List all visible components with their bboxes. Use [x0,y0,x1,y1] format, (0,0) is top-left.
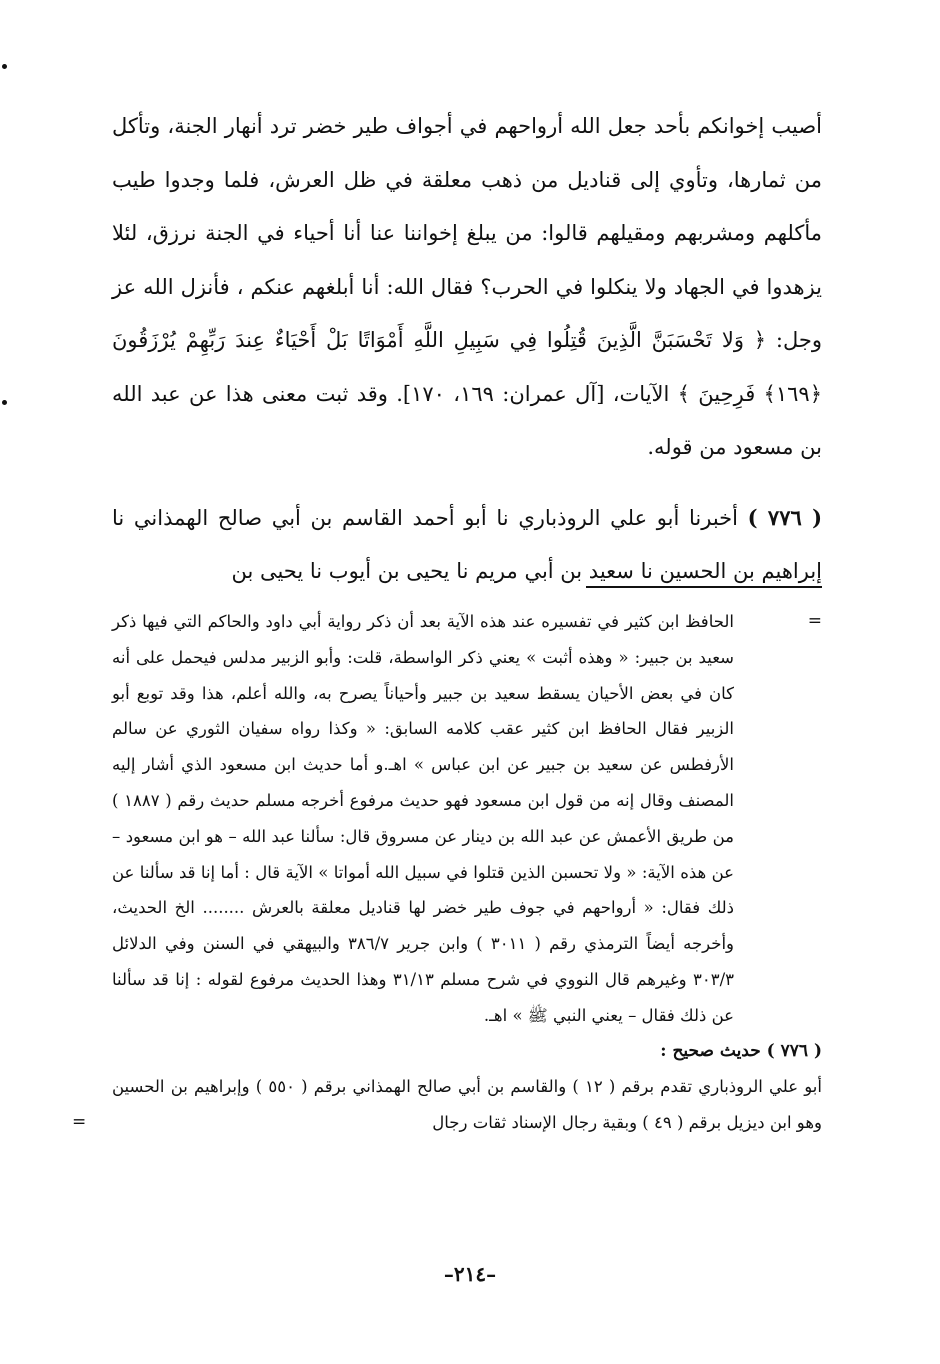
hadith-number: ( ٧٧٦ ) [747,504,823,530]
footnote-divider [586,586,822,588]
continuation-mark: = [807,611,822,631]
footnote-text-1: الحافظ ابن كثير في تفسيره عند هذه الآية بعد أن ذكر رواية أبي داود والحاكم التي فيها ذكر سعيد بن جبير: « وهذه أثبت » يعني ذكر الواسطة، قلت: وأبو الزبير مدلس فيحمل على أنه كان في بعض الأحيان يسقط سعيد بن جبير وأحياناً يصرح به، والله أعلم، هذا وقد توبع أبو الزبير فقال الحافظ ابن كثير عقب كلامه السابق: « وكذا رواه سفيان الثوري عن سالم الأرفطس عن سعيد بن جبير عن ابن عباس » اهـ.و أما حديث ابن مسعود الذي أشار إليه المصنف وقال إنه من قول ابن مسعود فهو حديث مرفوع أخرجه مسلم حديث رقم ( ١٨٨٧ ) من طريق الأعمش عن عبد الله بن دينار عن مسروق قال: سألنا عبد الله – هو ابن مسعود – عن هذه الآية: « ولا تحسبن الذين قتلوا في سبيل الله أمواتا » الآية قال : أما إنا قد سألنا عن ذلك فقال: « أرواحهم في جوف طير خضر لها قناديل معلقة بالعرش ........ الخ الحديث، وأخرجه أيضاً الترمذي رقم ( ٣٠١١ ) وابن جرير ٣٨٦/٧ والبيهقي في السنن وفي الدلائل ٣٠٣/٣ وغيرهم قال النووي في شرح مسلم ٣١/١٣ وهذا الحديث مرفوع لقوله : إنا قد سألنا عن ذلك فقال – يعني النبي ﷺ » اهـ. [112,612,735,1025]
footnote-text-2: أبو علي الروذباري تقدم برقم ( ١٢ ) والقاسم بن أبي صالح الهمذاني برقم ( ٥٥٠ ) وإبراهيم بن الحسين وهو ابن ديزيل برقم ( ٤٩ ) وبقية رجال الإسناد ثقات رجال [112,1077,822,1133]
main-text [112,100,822,599]
footnote-heading: ( ٧٧٦ ) حديث صحيح : [660,1040,822,1061]
main-paragraph: أصيب إخوانكم بأحد جعل الله أرواحهم في أجواف طير خضر ترد أنهار الجنة، وتأكل من ثمارها، وتأوي إلى قناديل من ذهب معلقة في ظل العرش، فلما وجدوا طيب مأكلهم ومشربهم ومقيلهم قالوا: من يبلغ إخواننا عنا أنا أحياء في الجنة نرزق، لئلا يزهدوا في الجهاد ولا ينكلوا في الحرب؟ فقال الله: أنا أبلغهم عنكم ، فأنزل الله عز وجل: ﴿ وَلا تَحْسَبَنَّ الَّذِينَ قُتِلُوا فِي سَبِيلِ اللَّهِ أَمْوَاتًا بَلْ أَحْيَاءٌ عِندَ رَبِّهِمْ يُرْزَقُونَ ﴿١٦٩﴾ فَرِحِينَ ﴾ الآيات، [آل عمران: ١٦٩، ١٧٠]. وقد ثبت معنى هذا عن عبد الله بن مسعود من قوله. [112,114,823,459]
end-continuation-mark: = [72,1112,87,1133]
hadith-paragraph [112,491,822,599]
margin-dot-middle [2,400,7,405]
footnote-continuation [112,604,822,1034]
footnote-paragraph-2 [72,1069,822,1141]
page-number: –٢١٤– [443,1262,497,1286]
footnotes [72,604,822,1141]
margin-dot-top [2,64,7,69]
hadith-text: أخبرنا أبو علي الروذباري نا أبو أحمد القاسم بن أبي صالح الهمذاني نا إبراهيم بن الحسين نا سعيد بن أبي مريم نا يحيى بن أيوب نا يحيى بن [112,505,822,583]
